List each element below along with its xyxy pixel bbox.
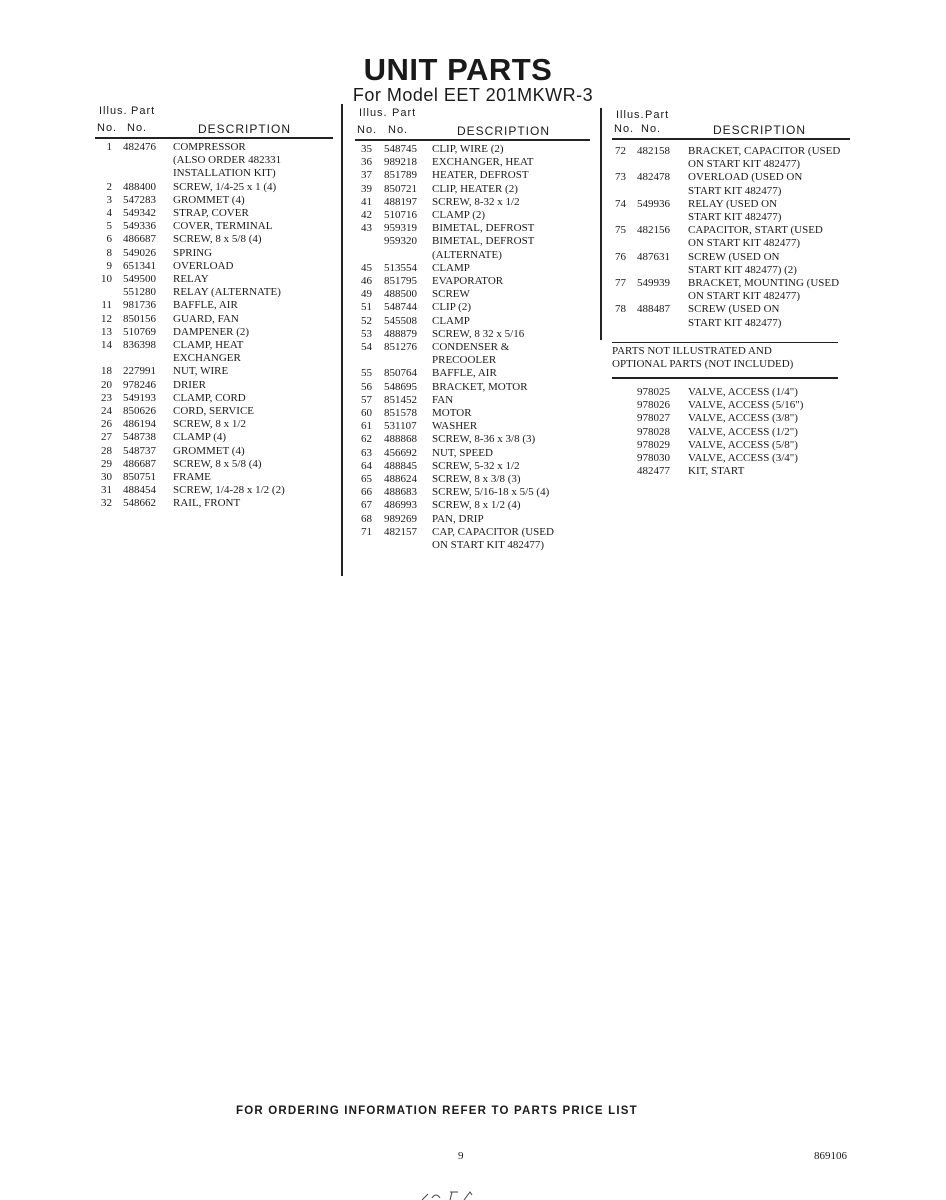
part-number: 486993 — [384, 499, 417, 512]
page-number: 9 — [458, 1150, 464, 1162]
header-description: DESCRIPTION — [457, 124, 551, 138]
part-number: 548744 — [384, 301, 417, 314]
part-description: SCREW, 8 x 3/8 (3) — [432, 473, 521, 485]
illus-number: 41 — [361, 195, 372, 208]
part-description: BAFFLE, AIR — [432, 367, 497, 380]
part-description: START KIT 482477) — [688, 184, 782, 197]
header-rule — [355, 139, 590, 141]
part-description: SCREW, 8-36 x 3/8 (3) — [432, 433, 536, 446]
part-number: 978030 — [637, 452, 670, 464]
part-number: 482157 — [384, 525, 417, 538]
part-number: 549336 — [123, 220, 156, 233]
illus-number: 5 — [106, 220, 112, 233]
part-description: MOTOR — [432, 407, 472, 419]
part-number: 978029 — [637, 438, 670, 451]
part-number: 549500 — [123, 273, 156, 285]
part-description: BRACKET, CAPACITOR (USED — [688, 145, 841, 157]
header-part: Part — [645, 109, 670, 121]
table-row — [0, 224, 946, 250]
header-rule — [95, 137, 333, 139]
illus-number: 64 — [361, 459, 372, 472]
illus-number: 37 — [361, 169, 372, 182]
illus-number: 66 — [361, 486, 372, 499]
illus-number: 31 — [101, 484, 112, 497]
part-description: CLIP, HEATER (2) — [432, 182, 518, 195]
part-description: RAIL, FRONT — [173, 497, 241, 510]
part-number: 482477 — [637, 465, 670, 478]
optional-part-row — [0, 399, 946, 412]
optional-part-row — [0, 465, 946, 478]
part-description: BRACKET, MOTOR — [432, 380, 528, 393]
document-number: 869106 — [814, 1150, 847, 1162]
illus-number: 61 — [361, 420, 372, 433]
part-description: OVERLOAD (USED ON — [688, 171, 803, 184]
part-description: RELAY (ALTERNATE) — [173, 286, 281, 299]
part-number: 548737 — [123, 444, 156, 457]
header-no: No. — [97, 122, 118, 134]
header-no: No. — [388, 124, 409, 136]
part-number: 981736 — [123, 299, 156, 312]
part-number: 851452 — [384, 393, 417, 406]
part-description: CONDENSER & — [432, 341, 510, 353]
part-description: FRAME — [173, 471, 211, 483]
part-number: 227991 — [123, 365, 156, 378]
table-row — [0, 195, 946, 224]
illus-number: 45 — [361, 261, 372, 274]
part-description: CLAMP (2) — [432, 209, 486, 221]
illus-number: 13 — [101, 325, 112, 338]
illus-number: 26 — [101, 418, 112, 431]
part-number: 850626 — [123, 405, 156, 417]
illus-number: 68 — [361, 512, 372, 525]
page-title: UNIT PARTS — [363, 52, 553, 87]
part-description: SCREW, 8 x 5/8 (4) — [173, 457, 262, 470]
part-number: 548695 — [384, 380, 417, 393]
part-number: 548738 — [123, 431, 156, 444]
part-description: FAN — [432, 393, 454, 406]
part-description: GROMMET (4) — [173, 193, 245, 206]
part-number: 850751 — [123, 471, 156, 483]
part-number: 959320 — [384, 235, 417, 248]
part-description: SCREW, 5/16-18 x 5/5 (4) — [432, 486, 550, 499]
illus-number: 29 — [101, 457, 112, 470]
part-description: VALVE, ACCESS (3/4") — [688, 452, 798, 464]
optional-heading-line: PARTS NOT ILLUSTRATED AND — [612, 345, 772, 357]
part-description: SCREW (USED ON — [688, 303, 780, 316]
table-row — [0, 303, 946, 329]
header-part: Part — [131, 105, 156, 117]
part-number: 549193 — [123, 391, 156, 404]
part-number: 482476 — [123, 141, 156, 153]
illus-number: 55 — [361, 367, 372, 380]
part-description: EXCHANGER, HEAT — [432, 156, 534, 169]
illus-number: 36 — [361, 156, 372, 169]
part-number: 851276 — [384, 341, 417, 353]
part-number: 551280 — [123, 286, 156, 299]
part-number: 486194 — [123, 418, 156, 431]
part-number: 651341 — [123, 259, 156, 272]
part-description: ON START KIT 482477) — [688, 290, 801, 303]
section-rule — [612, 377, 838, 379]
part-description: COVER, TERMINAL — [173, 220, 273, 233]
part-description: STRAP, COVER — [173, 207, 249, 219]
handwritten-mark — [420, 1188, 500, 1200]
illus-number: 18 — [101, 365, 112, 378]
illus-number: 71 — [361, 525, 372, 538]
part-description: BRACKET, MOUNTING (USED — [688, 277, 840, 289]
illus-number: 53 — [361, 327, 372, 340]
part-number: 836398 — [123, 339, 156, 351]
part-description: DAMPENER (2) — [173, 325, 250, 338]
illus-number: 8 — [106, 246, 112, 259]
part-number: 488500 — [384, 288, 417, 301]
part-number: 549936 — [637, 197, 670, 210]
part-description: CLAMP, CORD — [173, 391, 246, 404]
part-number: 488197 — [384, 195, 417, 208]
part-description: CLIP (2) — [432, 301, 472, 314]
illus-number: 3 — [106, 193, 112, 206]
optional-heading-line: OPTIONAL PARTS (NOT INCLUDED) — [612, 358, 794, 370]
part-description: RELAY (USED ON — [688, 197, 778, 210]
illus-number: 10 — [101, 273, 112, 285]
illus-number: 20 — [101, 378, 112, 391]
illus-number: 65 — [361, 473, 372, 485]
part-number: 989218 — [384, 156, 417, 169]
header-illus: Illus. — [359, 107, 388, 119]
optional-part-row — [0, 426, 946, 439]
part-description: ON START KIT 482477) — [688, 158, 801, 171]
part-number: 482156 — [637, 224, 670, 237]
part-description: START KIT 482477) (2) — [688, 263, 797, 276]
illus-number: 11 — [101, 299, 112, 312]
illus-number: 77 — [615, 277, 626, 289]
header-no: No. — [127, 122, 148, 134]
header-no: No. — [614, 123, 635, 135]
illus-number: 46 — [361, 275, 372, 287]
part-number: 978025 — [637, 386, 670, 398]
part-description: EXCHANGER — [173, 352, 241, 365]
part-description: SPRING — [173, 246, 213, 259]
part-number: 547283 — [123, 193, 156, 206]
table-row — [0, 499, 946, 512]
part-description: (ALSO ORDER 482331 — [173, 154, 282, 167]
optional-part-row — [0, 386, 946, 399]
optional-part-row — [0, 412, 946, 425]
part-description: START KIT 482477) — [688, 210, 782, 223]
part-description: GROMMET (4) — [173, 444, 245, 457]
part-number: 486687 — [123, 457, 156, 470]
header-no: No. — [357, 124, 378, 136]
part-number: 851795 — [384, 275, 417, 287]
part-description: INSTALLATION KIT) — [173, 167, 276, 180]
part-description: START KIT 482477) — [688, 316, 782, 329]
illus-number: 43 — [361, 222, 372, 235]
part-number: 851578 — [384, 407, 417, 419]
header-part: Part — [392, 107, 417, 119]
illus-number: 42 — [361, 209, 372, 221]
part-number: 482158 — [637, 145, 670, 157]
part-description: GUARD, FAN — [173, 312, 239, 325]
illus-number: 60 — [361, 407, 372, 419]
illus-number: 2 — [106, 180, 112, 193]
illus-number: 75 — [615, 224, 626, 237]
illus-number: 51 — [361, 301, 372, 314]
illus-number: 54 — [361, 341, 372, 353]
part-number: 487631 — [637, 250, 670, 263]
part-description: CLAMP (4) — [173, 431, 227, 444]
illus-number: 32 — [101, 497, 112, 510]
header-illus: Illus. — [99, 105, 128, 117]
ordering-note: FOR ORDERING INFORMATION REFER TO PARTS PRICE LIST — [236, 1105, 638, 1117]
part-description: SCREW (USED ON — [688, 250, 780, 263]
part-number: 488879 — [384, 327, 417, 340]
header-description: DESCRIPTION — [713, 123, 807, 137]
illus-number: 4 — [106, 207, 112, 219]
part-number: 488624 — [384, 473, 417, 485]
part-description: SCREW — [432, 288, 470, 301]
part-number: 959319 — [384, 222, 417, 235]
part-description: DRIER — [173, 378, 206, 391]
illus-number: 24 — [101, 405, 112, 417]
part-number: 989269 — [384, 512, 417, 525]
header-description: DESCRIPTION — [198, 122, 292, 136]
illus-number: 30 — [101, 471, 112, 483]
part-number: 488400 — [123, 180, 156, 193]
table-row — [0, 145, 946, 171]
part-description: CAPACITOR, START (USED — [688, 224, 823, 237]
illus-number: 73 — [615, 171, 626, 184]
header-illus: Illus. — [616, 109, 645, 121]
part-description: CLAMP, HEAT — [173, 339, 244, 351]
illus-number: 76 — [615, 250, 626, 263]
part-number: 510769 — [123, 325, 156, 338]
part-description: VALVE, ACCESS (5/16") — [688, 399, 804, 412]
part-number: 850721 — [384, 182, 417, 195]
part-description: BAFFLE, AIR — [173, 299, 238, 312]
part-description: SCREW, 1/4-25 x 1 (4) — [173, 180, 277, 193]
table-row — [0, 486, 946, 499]
part-description: NUT, SPEED — [432, 446, 493, 459]
illus-number: 74 — [615, 197, 626, 210]
part-description: VALVE, ACCESS (3/8") — [688, 412, 798, 425]
part-description: CLIP, WIRE (2) — [432, 143, 504, 155]
part-number: 488683 — [384, 486, 417, 499]
optional-part-row — [0, 439, 946, 452]
part-number: 549342 — [123, 207, 156, 219]
illus-number: 6 — [106, 233, 112, 246]
illus-number: 56 — [361, 380, 372, 393]
part-description: CAP, CAPACITOR (USED — [432, 525, 554, 538]
part-description: SCREW, 8-32 x 1/2 — [432, 195, 520, 208]
part-number: 513554 — [384, 261, 417, 274]
header-rule — [612, 138, 850, 140]
part-number: 548662 — [123, 497, 156, 510]
part-number: 548745 — [384, 143, 417, 155]
part-description: ON START KIT 482477) — [432, 538, 545, 551]
part-number: 486687 — [123, 233, 156, 246]
illus-number: 78 — [615, 303, 626, 316]
illus-number: 72 — [615, 145, 626, 157]
part-description: VALVE, ACCESS (1/4") — [688, 386, 798, 398]
part-description: SCREW, 8 x 1/2 (4) — [432, 499, 521, 512]
part-description: VALVE, ACCESS (5/8") — [688, 438, 798, 451]
illus-number: 28 — [101, 444, 112, 457]
part-description: VALVE, ACCESS (1/2") — [688, 425, 798, 438]
table-row — [0, 248, 946, 277]
part-description: SCREW, 1/4-28 x 1/2 (2) — [173, 484, 285, 497]
section-rule — [612, 342, 838, 343]
part-description: WASHER — [432, 420, 478, 433]
part-description: BIMETAL, DEFROST — [432, 222, 535, 235]
illus-number: 12 — [101, 312, 112, 325]
part-description: SCREW, 8 32 x 5/16 — [432, 327, 525, 340]
part-description: RELAY — [173, 273, 209, 285]
part-description: PAN, DRIP — [432, 512, 484, 525]
part-number: 851789 — [384, 169, 417, 182]
part-description: EVAPORATOR — [432, 275, 504, 287]
part-description: COMPRESSOR — [173, 141, 246, 153]
part-description: CORD, SERVICE — [173, 405, 255, 417]
table-row — [0, 341, 946, 367]
part-description: CLAMP — [432, 261, 470, 274]
part-number: 978246 — [123, 378, 156, 391]
part-description: PRECOOLER — [432, 354, 497, 367]
part-description: OVERLOAD — [173, 259, 234, 272]
part-number: 978027 — [637, 412, 670, 425]
illus-number: 63 — [361, 446, 372, 459]
part-description: HEATER, DEFROST — [432, 169, 529, 182]
table-row — [0, 513, 946, 526]
illus-number: 62 — [361, 433, 372, 446]
part-number: 488845 — [384, 459, 417, 472]
illus-number: 39 — [361, 182, 372, 195]
part-description: CLAMP — [432, 314, 470, 327]
optional-part-row — [0, 452, 946, 465]
illus-number: 67 — [361, 499, 372, 512]
part-description: KIT, START — [688, 465, 745, 478]
illus-number: 57 — [361, 393, 372, 406]
part-number: 549939 — [637, 277, 670, 289]
part-number: 456692 — [384, 446, 417, 459]
table-row — [0, 277, 946, 303]
header-no: No. — [641, 123, 662, 135]
illus-number: 27 — [101, 431, 112, 444]
part-number: 482478 — [637, 171, 670, 184]
part-description: SCREW, 8 x 5/8 (4) — [173, 233, 262, 246]
illus-number: 23 — [101, 391, 112, 404]
part-description: NUT, WIRE — [173, 365, 229, 378]
illus-number: 14 — [101, 339, 112, 351]
model-subtitle: For Model EET 201MKWR-3 — [352, 85, 594, 105]
part-number: 545508 — [384, 314, 417, 327]
part-number: 978028 — [637, 425, 670, 438]
illus-number: 35 — [361, 143, 372, 155]
part-number: 488868 — [384, 433, 417, 446]
illus-number: 1 — [106, 141, 112, 153]
illus-number: 52 — [361, 314, 372, 327]
illus-number: 49 — [361, 288, 372, 301]
part-description: (ALTERNATE) — [432, 248, 502, 261]
table-row — [0, 171, 946, 197]
part-description: BIMETAL, DEFROST — [432, 235, 535, 248]
part-number: 850764 — [384, 367, 417, 380]
illus-number: 9 — [106, 259, 112, 272]
part-number: 510716 — [384, 209, 417, 221]
part-number: 488487 — [637, 303, 670, 316]
table-row — [0, 526, 946, 552]
part-description: ON START KIT 482477) — [688, 237, 801, 250]
part-number: 549026 — [123, 246, 156, 259]
part-number: 488454 — [123, 484, 156, 497]
part-description: SCREW, 5-32 x 1/2 — [432, 459, 520, 472]
part-number: 850156 — [123, 312, 156, 325]
part-number: 531107 — [384, 420, 417, 433]
part-number: 978026 — [637, 399, 670, 412]
part-description: SCREW, 8 x 1/2 — [173, 418, 246, 431]
